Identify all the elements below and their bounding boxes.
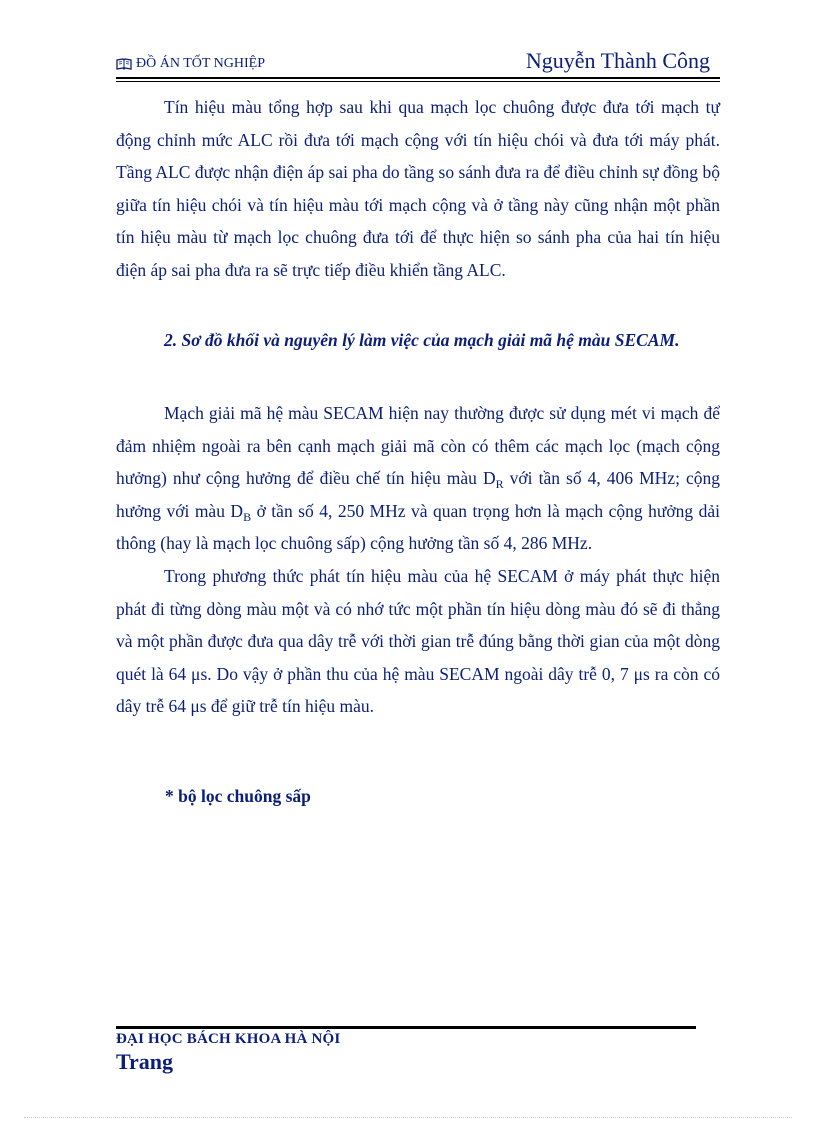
subscript-b: B	[243, 509, 252, 524]
paragraph-alc: Tín hiệu màu tổng hợp sau khi qua mạch lọc chuông được đưa tới mạch tự động chỉnh mức ALC rồi đưa tới mạch cộng với tín hiệu chói và đưa tới máy phát. Tầng ALC được nhận điện áp sai pha do tầng so sánh đưa ra để điều chỉnh sự đồng bộ giữa tín hiệu chói và tín hiệu màu tới mạch cộng và ở tầng này cũng nhận một phần tín hiệu màu từ mạch lọc chuông đưa tới để thực hiện so sánh pha của hai tín hiệu điện áp sai pha đưa ra sẽ trực tiếp điều khiển tầng ALC.	[116, 97, 720, 280]
footer-page-label: Trang	[116, 1049, 174, 1074]
bullet-filter: * bộ lọc chuông sấp	[165, 786, 311, 806]
p2-part-b: với tần số 4, 406 MHz; cộng hưởng với màu D	[116, 468, 720, 521]
header-left	[116, 56, 265, 72]
subscript-r: R	[495, 477, 504, 492]
footer-rule	[116, 1026, 696, 1029]
header-rule-thick	[116, 77, 720, 79]
page-header	[116, 46, 720, 78]
footer-institution: ĐẠI HỌC BÁCH KHOA HÀ NỘI	[116, 1031, 341, 1047]
section-heading: 2. Sơ đồ khối và nguyên lý làm việc của mạch giải mã hệ màu SECAM.	[164, 330, 680, 350]
body-text-2	[116, 397, 720, 723]
p2-part-c: ở tần số 4, 250 MHz và quan trọng hơn là mạch cộng hưởng dải thông (hay là mạch lọc chuông sấp) cộng hưởng tần số 4, 286 MHz.	[116, 500, 720, 554]
open-book-icon	[116, 58, 132, 70]
section-heading-block	[116, 324, 720, 357]
p2-part-a: Mạch giải mã hệ màu SECAM hiện nay thường được sử dụng mét vi mạch để đảm nhiệm ngoài ra bên cạnh mạch giải mã còn có thêm các mạch lọc (mạch cộng hưởng) như cộng hưởng để điều chế tín hiệu màu D	[116, 403, 720, 489]
paragraph-transmission: Trong phương thức phát tín hiệu màu của hệ SECAM ở máy phát thực hiện phát đi từng dòng màu một và có nhớ tức một phần tín hiệu dòng màu đó sẽ đi thẳng và một phần được đưa qua dây trễ với thời gian trễ đúng bằng thời gian của một dòng quét là 64 μs. Do vậy ở phần thu của hệ màu SECAM ngoài dây trễ 0, 7 μs ra còn có dây trễ 64 μs để giữ trễ tín hiệu màu.	[116, 565, 720, 717]
bottom-dotted-border	[24, 1117, 792, 1118]
paragraph-secam-decoder	[116, 397, 720, 560]
body-text-1	[116, 91, 720, 287]
header-rule-thin	[116, 81, 720, 82]
header-thesis-label: ĐỒ ÁN TỐT NGHIỆP	[136, 56, 265, 71]
header-author: Nguyễn Thành Công	[525, 48, 710, 73]
